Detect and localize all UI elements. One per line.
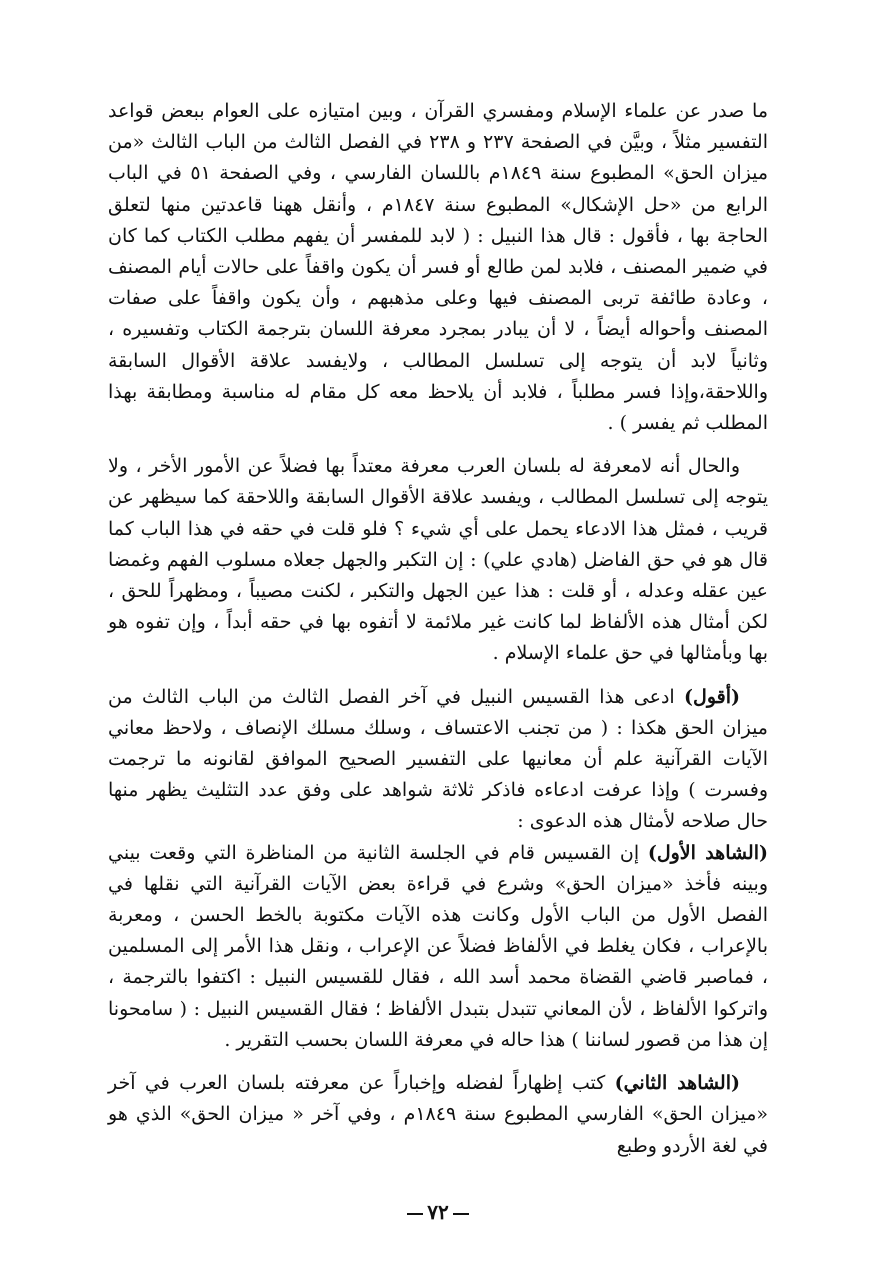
folio-dash-left	[453, 1213, 469, 1215]
paragraph-text: كتب إظهاراً لفضله وإخباراً عن معرفته بلسان العرب في آخر «ميزان الحق» الفارسي المطبوع سنة ١٨٤٩م ، وفي آخر « ميزان الحق» الذي هو في لغة الأردو وطبع	[108, 1072, 768, 1157]
paragraph-3	[108, 682, 768, 838]
paragraph-lead: (الشاهد الثاني)	[614, 1072, 740, 1095]
paragraph-text: إن القسيس قام في الجلسة الثانية من المناظرة التي وقعت بيني وبينه فأخذ «ميزان الحق» وشرع في قراءة بعض الآيات القرآنية التي نقلها في الفصل الأول من الباب الأول وكانت هذه الآيات مكتوبة بالخط الحسن ، ومعربة بالإعراب ، فكان يغلط في الألفاظ فضلاً عن الإعراب ، ونقل هذا الأمر إلى المسلمين ، فماصبر قاضي القضاة محمد أسد الله ، فقال للقسيس النبيل : اكتفوا بالترجمة ، واتركوا الألفاظ ، لأن المعاني تتبدل بتبدل الألفاظ ؛ فقال القسيس النبيل : ( سامحونا إن هذا من قصور لساننا ) هذا حاله في معرفة اللسان بحسب التقرير .	[108, 841, 768, 1051]
page-number	[0, 1200, 876, 1224]
paragraph-text: ما صدر عن علماء الإسلام ومفسري القرآن ، وبين امتيازه على العوام ببعض قواعد التفسير مثلاً ، وبيَّن في الصفحة ٢٣٧ و ٢٣٨ في الفصل الثالث من الباب الثالث «من ميزان الحق» المطبوع سنة ١٨٤٩م باللسان الفارسي ، وفي الصفحة ٥١ في الباب الرابع من «حل الإشكال» المطبوع سنة ١٨٤٧م ، وأنقل ههنا قاعدتين منها لتعلق الحاجة بها ، فأقول : قال هذا النبيل : ( لابد للمفسر أن يفهم مطلب الكتاب كما كان في ضمير المصنف ، فلابد لمن طالع أو فسر أن يكون واقفاً على حالات أيام المصنف ، وعادة طائفة تربى المصنف فيها وعلى مذهبهم ، وأن يكون واقفاً على صفات المصنف وأحواله أيضاً ، لا أن يبادر بمجرد معرفة اللسان بترجمة الكتاب وتفسيره ، وثانياً لابد أن يتوجه إلى تسلسل المطالب ، ولايفسد علاقة الأقوال السابقة واللاحقة،وإذا فسر مطلباً ، فلابد أن يلاحظ معه كل مقام له مناسبة ومطابقة بهذا المطلب ثم يفسر ) .	[108, 100, 769, 435]
paragraph-2	[108, 451, 768, 669]
paragraph-1	[108, 96, 768, 439]
folio-dash-right	[407, 1213, 423, 1215]
paragraph-5	[108, 1068, 768, 1162]
page-body	[108, 96, 768, 1162]
paragraph-4	[108, 838, 768, 1056]
paragraph-text: ادعى هذا القسيس النبيل في آخر الفصل الثالث من الباب الثالث من ميزان الحق هكذا : ( من تجنب الاعتساف ، وسلك مسلك الإنصاف ، ولاحظ معاني الآيات القرآنية علم أن معانيها على التفسير الصحيح الموافق لقانونه ما ترجمت وفسرت ) وإذا عرفت ادعاءه فاذكر ثلاثة شواهد على وفق عدد التثليث يظهر منها حال صلاحه لأمثال هذه الدعوى :	[108, 685, 768, 833]
paragraph-text: والحال أنه لامعرفة له بلسان العرب معرفة معتداً بها فضلاً عن الأمور الأخر ، ولا يتوجه إلى تسلسل المطالب ، ويفسد علاقة الأقوال السابقة واللاحقة كما سيظهر عن قريب ، فمثل هذا الادعاء يحمل على أي شيء ؟ فلو قلت في حقه في هذا الباب كما قال هو في حق الفاضل (هادي علي) : إن التكبر والجهل جعلاه مسلوب الفهم وغمضا عين عقله وعدله ، أو قلت : هذا عين الجهل والتكبر ، لكنت مصيباً ، ومظهراً للحق ، لكن أمثال هذه الألفاظ لما كانت غير ملائمة لا أتفوه بها في حقه أبداً ، وإن تفوه هو بها وبأمثالها في حق علماء الإسلام .	[108, 455, 768, 665]
paragraph-lead: (الشاهد الأول)	[647, 841, 768, 864]
paragraph-lead: (أقول)	[684, 685, 740, 708]
page-number-text: ٧٢	[427, 1200, 449, 1224]
